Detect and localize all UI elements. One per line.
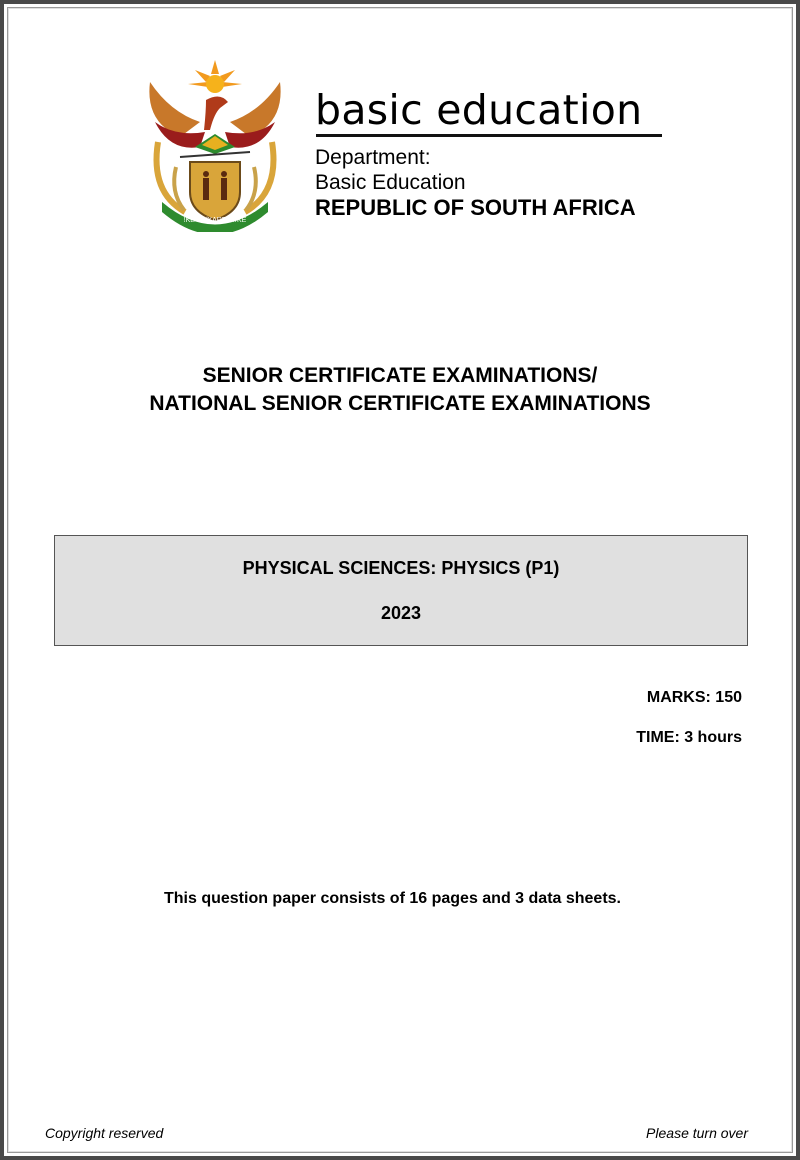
department-block (315, 145, 636, 220)
svg-text:!KE E: /XARRA //KE: !KE E: /XARRA //KE (183, 217, 247, 224)
subject-box (54, 535, 748, 646)
footer-turn-over: Please turn over (646, 1125, 748, 1141)
country-name: REPUBLIC OF SOUTH AFRICA (315, 195, 636, 220)
exam-title-line2: NATIONAL SENIOR CERTIFICATE EXAMINATIONS (149, 392, 651, 415)
brand-divider (316, 134, 662, 137)
brand-wordmark: basic education (315, 86, 643, 134)
department-name: Basic Education (315, 171, 466, 194)
department-label: Department: (315, 146, 431, 169)
exam-year: 2023 (380, 603, 422, 623)
subject-name: PHYSICAL SCIENCES: PHYSICS (P1) (242, 558, 560, 578)
page-count-note: This question paper consists of 16 pages and 3 data sheets. (163, 890, 621, 907)
marks-total: MARKS: 150 (646, 689, 742, 706)
exam-title-line1: SENIOR CERTIFICATE EXAMINATIONS/ (202, 364, 598, 387)
exam-title (0, 362, 800, 418)
exam-duration: TIME: 3 hours (636, 729, 742, 746)
coat-of-arms-icon (140, 52, 290, 232)
footer-copyright: Copyright reserved (45, 1125, 164, 1141)
